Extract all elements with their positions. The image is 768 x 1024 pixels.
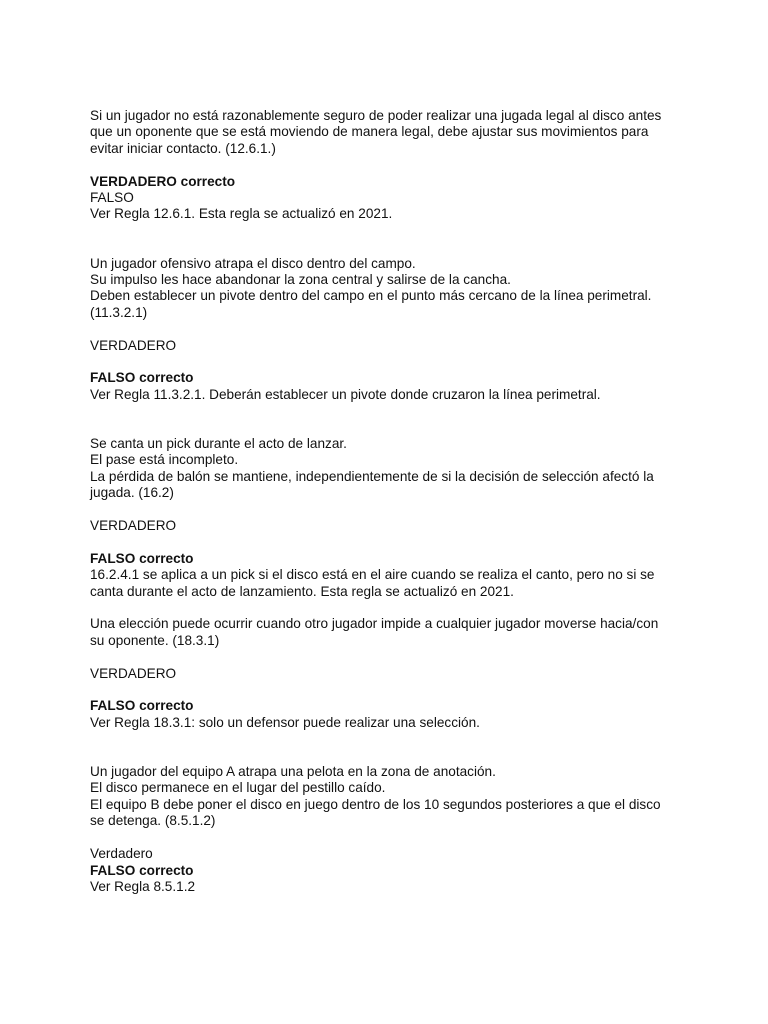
question-statement-line: (11.3.2.1) [90,304,148,320]
answer-option-correct: FALSO correcto [90,862,194,878]
question-block [90,256,690,404]
question-block [90,616,690,731]
question-statement-line: Su impulso les hace abandonar la zona central y salirse de la cancha. [90,272,511,288]
answer-explanation: Ver Regla 11.3.2.1. Deberán establecer un pivote donde cruzaron la línea perimetral. [90,386,601,402]
question-block [90,108,690,223]
question-block [90,436,690,600]
question-statement-line: Un jugador ofensivo atrapa el disco dentro del campo. [90,255,416,271]
question-statement-line: Se canta un pick durante el acto de lanzar. [90,436,347,452]
question-statement-line: se detenga. (8.5.1.2) [90,813,216,829]
answer-option-correct: VERDADERO correcto [90,173,236,189]
answer-option: Verdadero [90,846,153,862]
question-statement-line: que un oponente que se está moviendo de manera legal, debe ajustar sus movimientos para [90,124,649,140]
answer-option: VERDADERO [90,337,177,353]
question-statement-line: El pase está incompleto. [90,452,239,468]
answer-option-correct: FALSO correcto [90,698,194,714]
question-statement-line: Si un jugador no está razonablemente seguro de poder realizar una jugada legal al disco antes [90,108,662,123]
answer-explanation: Ver Regla 12.6.1. Esta regla se actualizó en 2021. [90,206,393,222]
question-statement-line: su oponente. (18.3.1) [90,632,220,648]
question-statement-line: evitar iniciar contacto. (12.6.1.) [90,140,276,156]
answer-explanation: 16.2.4.1 se aplica a un pick si el disco está en el aire cuando se realiza el canto, pero no si se [90,567,655,583]
answer-explanation: Ver Regla 8.5.1.2 [90,878,196,894]
question-statement-line: El equipo B debe poner el disco en juego dentro de los 10 segundos posteriores a que el disco [90,796,661,812]
answer-explanation: Ver Regla 18.3.1: solo un defensor puede realizar una selección. [90,714,480,730]
question-block [90,764,690,895]
question-statement-line: jugada. (16.2) [90,485,174,501]
answer-option-correct: FALSO correcto [90,550,194,566]
document-page [90,108,690,895]
question-statement-line: La pérdida de balón se mantiene, independientemente de si la decisión de selección afectó la [90,468,654,484]
question-statement-line: Un jugador del equipo A atrapa una pelota en la zona de anotación. [90,764,496,780]
answer-option: VERDADERO [90,518,177,534]
answer-option: FALSO [90,190,134,206]
question-statement-line: El disco permanece en el lugar del pestillo caído. [90,780,386,796]
question-statement-line: Deben establecer un pivote dentro del campo en el punto más cercano de la línea perimetral. [90,288,652,304]
answer-option-correct: FALSO correcto [90,370,194,386]
question-statement-line: Una elección puede ocurrir cuando otro jugador impide a cualquier jugador moverse hacia/con [90,616,659,632]
answer-option: VERDADERO [90,665,177,681]
answer-explanation: canta durante el acto de lanzamiento. Esta regla se actualizó en 2021. [90,583,514,599]
